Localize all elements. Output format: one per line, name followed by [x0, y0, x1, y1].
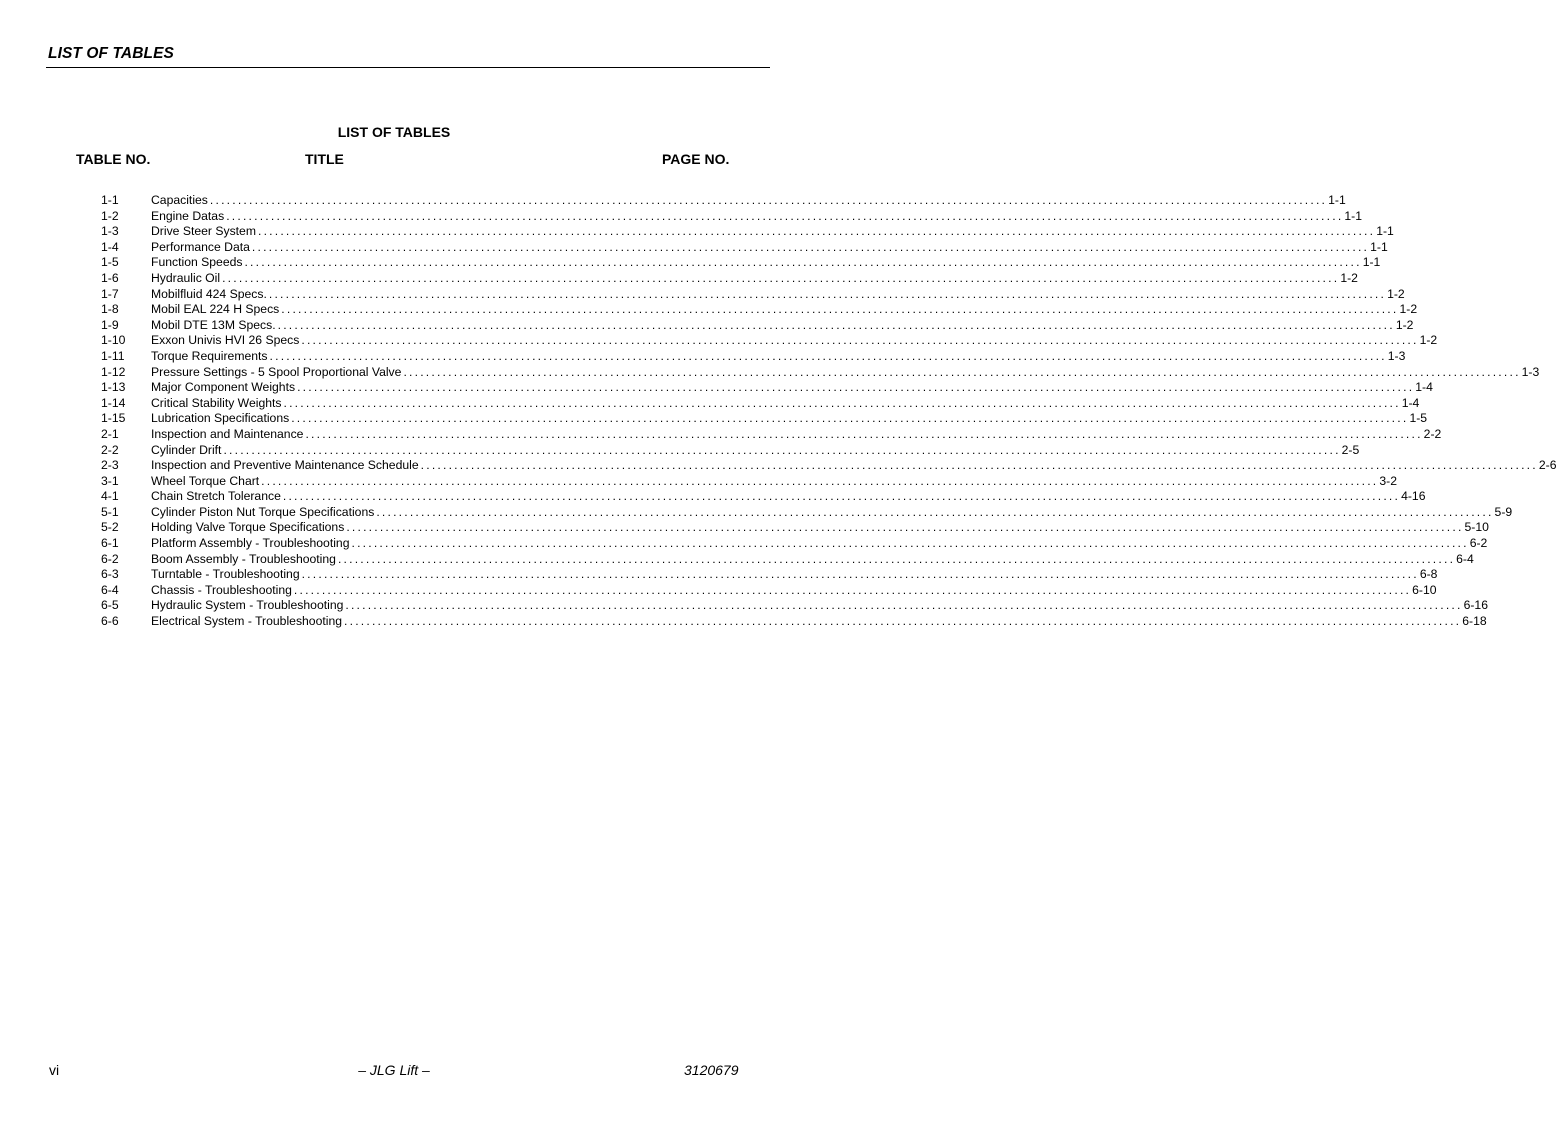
- footer-publisher: – JLG Lift –: [358, 1062, 430, 1078]
- dot-leader: ........................................................................................................................................................................................................: [297, 380, 1415, 395]
- table-entry: [151, 442, 1360, 459]
- table-title: Boom Assembly - Troubleshooting: [151, 551, 336, 566]
- table-list-row[interactable]: [0, 380, 1433, 396]
- table-number: 4-1: [101, 489, 119, 504]
- dot-leader: ........................................................................................................................................................................................................: [226, 208, 1344, 223]
- table-list-row[interactable]: [0, 239, 1388, 256]
- table-page-number: 1-2: [1419, 333, 1438, 348]
- table-page-number: 1-4: [1401, 395, 1420, 410]
- table-number: 1-12: [101, 364, 126, 379]
- dot-leader: ........................................................................................................................................................................................................: [301, 567, 1419, 582]
- table-entry: [151, 614, 1487, 630]
- table-title: Major Component Weights: [151, 380, 296, 395]
- dot-leader: ........................................................................................................................................................................................................: [281, 302, 1399, 317]
- table-entry: [151, 411, 1428, 427]
- table-number: 1-10: [101, 333, 126, 348]
- table-page-number: 1-1: [1344, 208, 1363, 223]
- table-page-number: 6-10: [1412, 582, 1437, 597]
- table-list-row[interactable]: [0, 473, 1398, 490]
- table-title: Platform Assembly - Troubleshooting: [151, 536, 350, 551]
- column-header-table-no: TABLE NO.: [76, 151, 151, 167]
- table-entry: [151, 348, 1406, 365]
- table-number: 6-1: [101, 536, 119, 551]
- table-title: Inspection and Maintenance: [151, 426, 304, 441]
- table-title: Function Speeds: [151, 255, 243, 270]
- table-entry: [151, 239, 1388, 256]
- dot-leader: ........................................................................................................................................................................................................: [337, 551, 1456, 566]
- table-title: Torque Requirements: [151, 348, 268, 363]
- table-entry: [151, 255, 1381, 271]
- table-title: Holding Valve Torque Specifications: [151, 520, 345, 535]
- dot-leader: ........................................................................................................................................................................................................: [283, 395, 1401, 410]
- table-list-row[interactable]: [0, 208, 1363, 225]
- table-list-row[interactable]: [0, 364, 1540, 381]
- table-title: Chain Stretch Tolerance: [151, 489, 281, 504]
- table-entry: [151, 489, 1426, 505]
- dot-leader: ........................................................................................................................................................................................................: [301, 333, 1419, 348]
- table-entry: [151, 224, 1394, 240]
- column-header-page-no: PAGE NO.: [662, 151, 730, 167]
- table-number: 3-1: [101, 473, 119, 488]
- table-list-row[interactable]: [0, 426, 1442, 443]
- table-entry: [151, 520, 1489, 536]
- table-title: Turntable - Troubleshooting: [151, 567, 300, 582]
- table-page-number: 1-3: [1521, 364, 1540, 379]
- table-entry: [151, 536, 1488, 552]
- table-entry: [151, 598, 1488, 614]
- table-page-number: 1-1: [1328, 193, 1346, 207]
- dot-leader: ........................................................................................................................................................................................................: [251, 239, 1370, 254]
- table-entry: [151, 286, 1405, 303]
- table-number: 1-9: [101, 317, 119, 332]
- table-title: Capacities: [151, 193, 208, 207]
- table-list: [0, 193, 1556, 630]
- table-number: 1-11: [101, 348, 125, 363]
- table-number: 5-2: [101, 520, 119, 535]
- dot-leader: ........................................................................................................................................................................................................: [344, 614, 1462, 629]
- table-page-number: 5-10: [1464, 520, 1489, 535]
- table-page-number: 1-1: [1370, 239, 1388, 254]
- table-entry: [151, 504, 1513, 521]
- table-entry: [151, 567, 1438, 583]
- table-page-number: 6-4: [1456, 551, 1474, 566]
- table-list-row[interactable]: [0, 520, 1489, 536]
- table-title: Pressure Settings - 5 Spool Proportional Valve: [151, 364, 402, 379]
- dot-leader: ........................................................................................................................................................................................................: [269, 348, 1387, 363]
- table-list-row[interactable]: [0, 536, 1488, 552]
- dot-leader: ........................................................................................................................................................................................................: [282, 489, 1401, 504]
- table-number: 1-8: [101, 302, 119, 317]
- table-page-number: 3-2: [1379, 473, 1398, 488]
- table-page-number: 1-2: [1395, 317, 1414, 332]
- dot-leader: ........................................................................................................................................................................................................: [261, 473, 1379, 488]
- dot-leader: ........................................................................................................................................................................................................: [351, 536, 1469, 551]
- table-title: Cylinder Drift: [151, 442, 222, 457]
- table-number: 1-4: [101, 239, 119, 254]
- table-list-row[interactable]: [0, 598, 1488, 614]
- table-page-number: 1-2: [1399, 302, 1418, 317]
- dot-leader: ........................................................................................................................................................................................................: [376, 504, 1494, 519]
- table-list-row[interactable]: [0, 333, 1438, 349]
- dot-leader: ........................................................................................................................................................................................................: [346, 520, 1464, 535]
- table-entry: [151, 551, 1474, 568]
- table-title: Inspection and Preventive Maintenance Schedule: [151, 458, 419, 473]
- header-divider: [46, 67, 770, 68]
- dot-leader: ........................................................................................................................................................................................................: [244, 255, 1362, 270]
- table-list-row[interactable]: [0, 224, 1394, 240]
- table-list-row[interactable]: [0, 348, 1406, 365]
- dot-leader: ........................................................................................................................................................................................................: [293, 582, 1412, 597]
- dot-leader: ........................................................................................................................................................................................................: [291, 411, 1409, 426]
- table-number: 6-3: [101, 567, 119, 582]
- table-list-row[interactable]: [0, 458, 1556, 474]
- table-list-row[interactable]: [0, 255, 1381, 271]
- dot-leader: ........................................................................................................................................................................................................: [257, 224, 1376, 239]
- dot-leader: ........................................................................................................................................................................................................: [305, 426, 1423, 441]
- table-page-number: 2-6: [1538, 458, 1556, 473]
- table-entry: [151, 582, 1437, 599]
- dot-leader: ........................................................................................................................................................................................................: [403, 364, 1521, 379]
- table-list-row[interactable]: [0, 582, 1437, 599]
- table-title: Cylinder Piston Nut Torque Specifications: [151, 504, 375, 519]
- table-number: 1-1: [101, 193, 119, 207]
- table-number: 6-6: [101, 614, 119, 629]
- table-number: 1-13: [101, 380, 126, 395]
- table-number: 2-3: [101, 458, 119, 473]
- table-page-number: 6-16: [1463, 598, 1488, 613]
- table-list-row[interactable]: [0, 286, 1405, 303]
- dot-leader: ........................................................................................................................................................................................................: [223, 442, 1341, 457]
- table-list-row[interactable]: [0, 614, 1487, 630]
- table-number: 1-15: [101, 411, 126, 426]
- table-title: Mobilfluid 424 Specs.: [151, 286, 267, 301]
- page-title: LIST OF TABLES: [337, 124, 451, 140]
- table-list-row[interactable]: [0, 442, 1360, 459]
- table-list-row[interactable]: [0, 395, 1420, 412]
- table-list-row[interactable]: [0, 489, 1426, 505]
- table-page-number: 1-2: [1387, 286, 1405, 301]
- dot-leader: ........................................................................................................................................................................................................: [209, 193, 1328, 207]
- table-page-number: 2-5: [1341, 442, 1360, 457]
- table-page-number: 5-9: [1494, 504, 1513, 519]
- table-title: Engine Datas: [151, 208, 225, 223]
- footer-doc-number: 3120679: [684, 1062, 739, 1078]
- table-title: Electrical System - Troubleshooting: [151, 614, 343, 629]
- table-entry: [151, 208, 1363, 225]
- table-entry: [151, 458, 1556, 474]
- table-list-row[interactable]: [0, 504, 1513, 521]
- table-entry: [151, 395, 1420, 412]
- table-number: 1-14: [101, 395, 126, 410]
- table-title: Hydraulic Oil: [151, 270, 221, 285]
- table-number: 1-5: [101, 255, 119, 270]
- table-number: 6-4: [101, 582, 119, 597]
- table-page-number: 6-8: [1419, 567, 1438, 582]
- table-entry: [151, 270, 1358, 287]
- table-page-number: 1-2: [1340, 270, 1358, 285]
- table-entry: [151, 364, 1540, 381]
- table-title: Wheel Torque Chart: [151, 473, 260, 488]
- table-list-row[interactable]: [0, 411, 1428, 427]
- table-page-number: 1-1: [1376, 224, 1394, 239]
- table-number: 2-1: [101, 426, 119, 441]
- column-header-title: TITLE: [305, 151, 344, 167]
- table-number: 1-2: [101, 208, 119, 223]
- running-header: LIST OF TABLES: [48, 45, 174, 62]
- table-list-row[interactable]: [0, 317, 1414, 334]
- table-page-number: 1-3: [1387, 348, 1406, 363]
- table-page-number: 2-2: [1423, 426, 1442, 441]
- table-entry: [151, 317, 1414, 334]
- table-title: Critical Stability Weights: [151, 395, 282, 410]
- dot-leader: ........................................................................................................................................................................................................: [268, 286, 1387, 301]
- table-number: 6-2: [101, 551, 119, 566]
- table-title: Mobil DTE 13M Specs.: [151, 317, 276, 332]
- table-page-number: 4-16: [1401, 489, 1426, 504]
- table-number: 1-6: [101, 270, 119, 285]
- table-list-row[interactable]: [0, 270, 1358, 287]
- table-title: Hydraulic System - Troubleshooting: [151, 598, 344, 613]
- table-title: Chassis - Troubleshooting: [151, 582, 292, 597]
- table-entry: [151, 333, 1438, 349]
- table-page-number: 6-18: [1462, 614, 1487, 629]
- footer-page-number: vi: [49, 1062, 60, 1078]
- table-title: Exxon Univis HVI 26 Specs: [151, 333, 300, 348]
- table-list-row[interactable]: [0, 193, 1346, 209]
- table-number: 1-3: [101, 224, 119, 239]
- table-entry: [151, 380, 1433, 396]
- table-number: 6-5: [101, 598, 119, 613]
- table-title: Performance Data: [151, 239, 250, 254]
- table-page-number: 1-5: [1409, 411, 1428, 426]
- table-list-row[interactable]: [0, 551, 1474, 568]
- table-page-number: 6-2: [1469, 536, 1488, 551]
- table-page-number: 1-4: [1415, 380, 1433, 395]
- table-title: Drive Steer System: [151, 224, 256, 239]
- table-title: Lubrication Specifications: [151, 411, 290, 426]
- table-list-row[interactable]: [0, 302, 1418, 318]
- dot-leader: ........................................................................................................................................................................................................: [420, 458, 1538, 473]
- table-list-row[interactable]: [0, 567, 1438, 583]
- table-number: 1-7: [101, 286, 119, 301]
- table-title: Mobil EAL 224 H Specs: [151, 302, 280, 317]
- table-entry: [151, 426, 1442, 443]
- table-page-number: 1-1: [1362, 255, 1381, 270]
- table-number: 2-2: [101, 442, 119, 457]
- dot-leader: ........................................................................................................................................................................................................: [277, 317, 1395, 332]
- dot-leader: ........................................................................................................................................................................................................: [222, 270, 1340, 285]
- dot-leader: ........................................................................................................................................................................................................: [345, 598, 1463, 613]
- table-entry: [151, 473, 1398, 490]
- table-entry: [151, 302, 1418, 318]
- table-entry: [151, 193, 1346, 209]
- table-number: 5-1: [101, 504, 119, 519]
